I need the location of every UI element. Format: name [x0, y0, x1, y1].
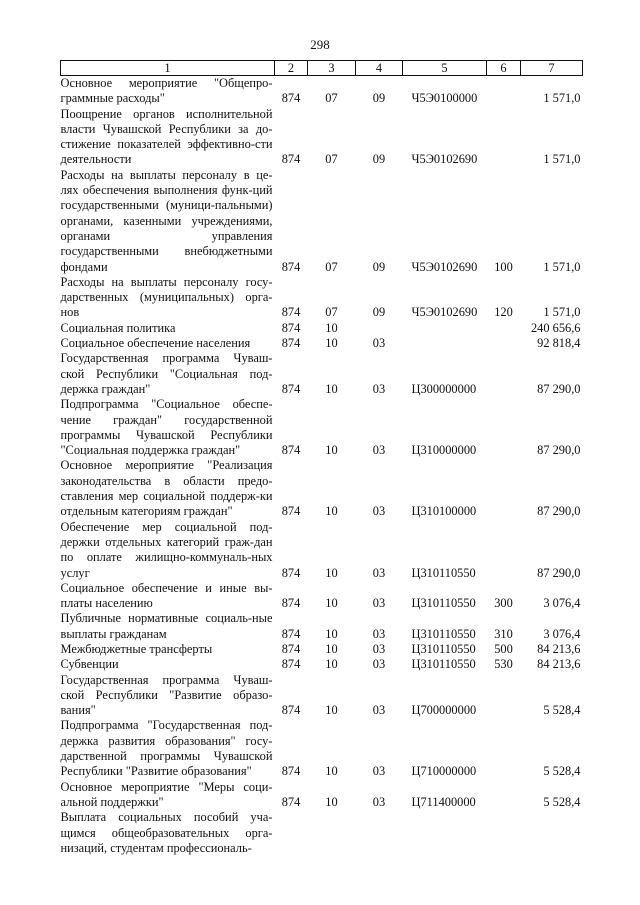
amount: 3 076,4: [543, 596, 581, 611]
row-description: Социальное обеспечение и иные вы-платы населению: [60, 580, 273, 611]
target-article-code: [403, 321, 487, 336]
target-article-code: Ч5Э0100000: [411, 91, 478, 106]
row-description: Подпрограмма "Социальное обеспе-чение граждан" государственной программы Чувашской Республики "Социальная поддержка граждан": [60, 397, 273, 458]
section-code: 10: [325, 443, 338, 458]
amount: 87 290,0: [537, 443, 581, 458]
table-row: [61, 351, 583, 397]
expense-type-code: [487, 780, 521, 811]
section-code: 07: [325, 259, 338, 274]
table-row: [61, 397, 583, 458]
amount: 87 290,0: [537, 504, 581, 519]
expense-type-code: [487, 351, 521, 397]
subsection-code: 09: [372, 259, 386, 274]
header-row: [61, 61, 583, 76]
target-article-code: Ц310110550: [411, 657, 476, 672]
amount: 87 290,0: [537, 381, 581, 396]
subsection-code: 03: [372, 794, 386, 809]
budget-table: [60, 60, 583, 856]
row-description: Межбюджетные трансферты: [60, 641, 213, 656]
row-description: Социальное обеспечение населения: [60, 336, 251, 351]
subsection-code: 03: [372, 336, 386, 351]
target-article-code: Ц700000000: [411, 703, 477, 718]
target-article-code: Ч5Э0102690: [411, 152, 478, 167]
target-article-code: Ц310000000: [411, 443, 477, 458]
table-row: [61, 657, 583, 672]
expense-type-code: 500: [494, 641, 513, 656]
row-description: Подпрограмма "Государственная под-держка развития образования" госу-дарственной программы Чувашской Республики "Развитие образования": [60, 718, 273, 779]
row-description: Расходы на выплаты персоналу в це-лях обеспечения выполнения функ-ций государственными (муници-пальными) органами, казенными учреждениями, органами управления государственными внебюджетными фондами: [60, 167, 273, 274]
subsection-code: 09: [372, 152, 386, 167]
section-code: 10: [325, 764, 338, 779]
expense-type-code: [487, 321, 521, 336]
target-article-code: Ц710000000: [411, 764, 477, 779]
row-description: Субвенции: [60, 657, 119, 672]
subsection-code: 03: [372, 381, 386, 396]
target-article-code: Ц300000000: [411, 381, 477, 396]
section-code: 07: [325, 152, 338, 167]
column-header: 1: [61, 61, 275, 76]
subsection-code: 03: [372, 764, 386, 779]
table-row: [61, 321, 583, 336]
subsection-code: 03: [372, 626, 386, 641]
expense-type-code: [487, 718, 521, 779]
row-description: Публичные нормативные социаль-ные выплаты гражданам: [60, 611, 273, 641]
table-row: [61, 458, 583, 519]
amount: 240 656,6: [530, 320, 581, 335]
expense-type-code: [487, 336, 521, 351]
column-header: 3: [308, 61, 356, 76]
table-row: [61, 718, 583, 779]
amount: 1 571,0: [543, 152, 581, 167]
amount: 87 290,0: [537, 565, 581, 580]
row-description: Расходы на выплаты персоналу госу-дарственных (муниципальных) орга-нов: [60, 274, 273, 320]
row-description: Социальная политика: [60, 320, 176, 335]
column-header: 2: [275, 61, 308, 76]
target-article-code: Ц310110550: [411, 596, 476, 611]
table-row: [61, 780, 583, 811]
admin-code: 874: [281, 703, 301, 718]
admin-code: 874: [281, 152, 301, 167]
expense-type-code: 310: [494, 626, 513, 641]
amount: 5 528,4: [543, 764, 581, 779]
subsection-code: 03: [372, 443, 386, 458]
admin-code: [275, 810, 308, 856]
section-code: 10: [325, 703, 338, 718]
amount: 3 076,4: [543, 626, 581, 641]
section-code: 07: [325, 305, 338, 320]
target-article-code: Ч5Э0102690: [411, 305, 478, 320]
section-code: 10: [325, 657, 338, 672]
amount: 92 818,4: [537, 336, 581, 351]
expense-type-code: [487, 76, 521, 107]
table-row: [61, 107, 583, 168]
table-row: [61, 275, 583, 321]
admin-code: 874: [281, 381, 301, 396]
section-code: 07: [325, 91, 338, 106]
admin-code: 874: [281, 91, 301, 106]
table-body: [61, 76, 583, 857]
subsection-code: 03: [372, 703, 386, 718]
amount: 84 213,6: [537, 657, 581, 672]
column-header: 5: [403, 61, 487, 76]
expense-type-code: 120: [494, 305, 513, 320]
admin-code: 874: [281, 504, 301, 519]
table-row: [61, 168, 583, 275]
subsection-code: [356, 810, 403, 856]
row-description: Основное мероприятие "Меры соци-альной поддержки": [60, 779, 273, 809]
admin-code: 874: [281, 794, 301, 809]
expense-type-code: [487, 673, 521, 719]
row-description: Государственная программа Чуваш-ской Республики "Социальная под-держка граждан": [60, 351, 273, 396]
admin-code: 874: [281, 641, 301, 656]
admin-code: 874: [281, 320, 301, 335]
admin-code: 874: [281, 305, 301, 320]
expense-type-code: [487, 107, 521, 168]
amount: 84 213,6: [537, 641, 581, 656]
table-row: [61, 810, 583, 856]
section-code: 10: [325, 336, 338, 351]
column-header: 4: [356, 61, 403, 76]
target-article-code: [403, 336, 487, 351]
row-description: Выплата социальных пособий уча-щимся общеобразовательных орга-низаций, студентам профессиональ-: [60, 810, 273, 855]
subsection-code: 03: [372, 596, 386, 611]
section-code: 10: [325, 794, 338, 809]
target-article-code: Ц310110550: [411, 641, 476, 656]
expense-type-code: 100: [494, 259, 513, 274]
section-code: [308, 810, 356, 856]
subsection-code: 03: [372, 504, 386, 519]
expense-type-code: 530: [494, 657, 513, 672]
section-code: 10: [325, 381, 338, 396]
page-number: 298: [310, 37, 330, 52]
subsection-code: 03: [372, 641, 386, 656]
subsection-code: 03: [372, 565, 386, 580]
expense-type-code: [487, 810, 521, 856]
row-description: Государственная программа Чуваш-ской Республики "Развитие образо-вания": [60, 672, 273, 718]
admin-code: 874: [281, 443, 301, 458]
admin-code: 874: [281, 764, 301, 779]
amount: 5 528,4: [543, 703, 581, 718]
section-code: 10: [325, 641, 338, 656]
subsection-code: [356, 321, 403, 336]
admin-code: 874: [281, 259, 301, 274]
target-article-code: Ч5Э0102690: [411, 259, 478, 274]
admin-code: 874: [281, 626, 301, 641]
table-row: [61, 673, 583, 719]
table-row: [61, 642, 583, 657]
amount: 1 571,0: [543, 305, 581, 320]
row-description: Обеспечение мер социальной под-держки отдельных категорий граж-дан по оплате жилищно-коммуналь-ных услуг: [60, 519, 273, 580]
section-code: 10: [325, 565, 338, 580]
column-header: 7: [521, 61, 583, 76]
section-code: 10: [325, 626, 338, 641]
row-description: Поощрение органов исполнительной власти Чувашской Республики за до-стижение показателей эффективно-сти деятельности: [60, 106, 273, 167]
amount: 1 571,0: [543, 259, 581, 274]
row-description: Основное мероприятие "Общепро-граммные расходы": [60, 76, 273, 106]
target-article-code: [403, 810, 487, 856]
amount: 1 571,0: [543, 91, 581, 106]
amount: [521, 810, 583, 856]
target-article-code: Ц310100000: [411, 504, 477, 519]
subsection-code: 03: [372, 657, 386, 672]
target-article-code: Ц310110550: [411, 626, 476, 641]
section-code: 10: [325, 504, 338, 519]
amount: 5 528,4: [543, 794, 581, 809]
expense-type-code: [487, 458, 521, 519]
admin-code: 874: [281, 657, 301, 672]
table-row: [61, 611, 583, 642]
column-header: 6: [487, 61, 521, 76]
expense-type-code: [487, 520, 521, 581]
expense-type-code: 300: [494, 596, 513, 611]
table-row: [61, 520, 583, 581]
subsection-code: 09: [372, 305, 386, 320]
section-code: 10: [325, 596, 338, 611]
table-row: [61, 581, 583, 612]
subsection-code: 09: [372, 91, 386, 106]
target-article-code: Ц310110550: [411, 565, 476, 580]
expense-type-code: [487, 397, 521, 458]
section-code: 10: [325, 320, 338, 335]
admin-code: 874: [281, 336, 301, 351]
target-article-code: Ц711400000: [411, 794, 476, 809]
admin-code: 874: [281, 596, 301, 611]
admin-code: 874: [281, 565, 301, 580]
table-row: [61, 76, 583, 107]
table-row: [61, 336, 583, 351]
row-description: Основное мероприятие "Реализация законодательства в области предо-ставления мер социальной поддерж-ки отдельным категориям граждан": [60, 458, 273, 519]
